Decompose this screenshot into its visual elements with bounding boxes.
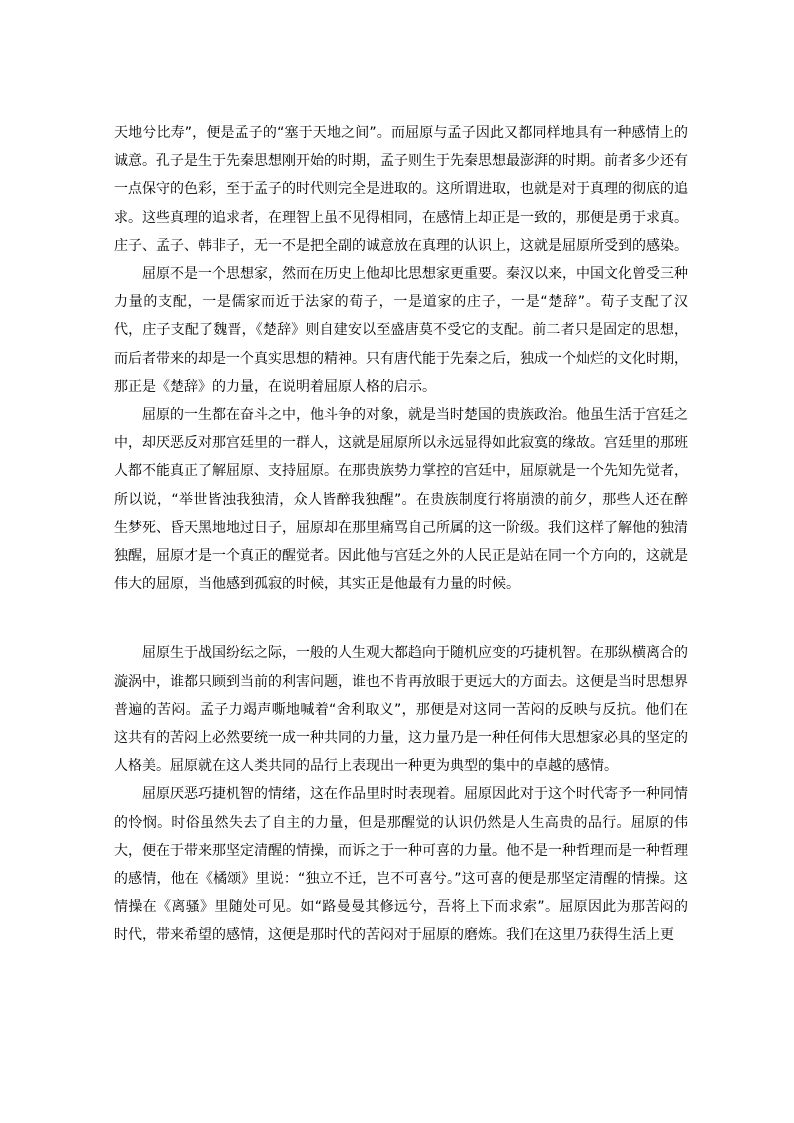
paragraph-3: 屈原的一生都在奋斗之中，他斗争的对象，就是当时楚国的贵族政治。他虽生活于宫廷之中，却厌恶反对那宫廷里的一群人，这就是屈原所以永远显得如此寂寞的缘故。宫廷里的那班人都不能真正了解屈原、支持屈原。在那贵族势力掌控的宫廷中，屈原就是一个先知先觉者，所以说，“举世皆浊我独清，众人皆醉我独醒”。在贵族制度行将崩溃的前夕，那些人还在醉生梦死、昏天黑地地过日子，屈原却在那里痛骂自己所属的这一阶级。我们这样了解他的独清独醒，屈原才是一个真正的醒觉者。因此他与宫廷之外的人民正是站在同一个方向的，这就是伟大的屈原，当他感到孤寂的时候，其实正是他最有力量的时候。	[114, 407, 688, 593]
paragraph-gap	[114, 598, 688, 639]
paragraph-5: 屈原厌恶巧捷机智的情绪，这在作品里时时表现着。屈原因此对于这个时代寄予一种同情的怜悯。时俗虽然失去了自主的力量，但是那醒觉的认识仍然是人生高贵的品行。屈原的伟大，便在于带来那坚定清醒的情操，而诉之于一种可喜的力量。他不是一种哲理而是一种哲理的感情，他在《橘颂》里说：“独立不迁，岂不可喜兮。”这可喜的便是那坚定清醒的情操。这情操在《离骚》里随处可见。如“路曼曼其修远兮，吾将上下而求索”。屈原因此为那苦闷的时代，带来希望的感情，这便是那时代的苦闷对于屈原的磨炼。我们在这里乃获得生活上更	[114, 786, 688, 944]
paragraph-2: 屈原不是一个思想家，然而在历史上他却比思想家更重要。秦汉以来，中国文化曾受三种力量的支配，一是儒家而近于法家的荀子，一是道家的庄子，一是“楚辞”。荀子支配了汉代，庄子支配了魏晋，《楚辞》则自建安以至盛唐莫不受它的支配。前二者只是固定的思想，而后者带来的却是一个真实思想的精神。只有唐代能于先秦之后，独成一个灿烂的文化时期，那正是《楚辞》的力量，在说明着屈原人格的启示。	[114, 266, 688, 395]
paragraph-1: 天地兮比寿”，便是孟子的“塞于天地之间”。而屈原与孟子因此又都同样地具有一种感情上的诚意。孔子是生于先秦思想刚开始的时期，孟子则生于先秦思想最澎湃的时期。前者多少还有一点保守的色彩，至于孟子的时代则完全是进取的。这所谓进取，也就是对于真理的彻底的追求。这些真理的追求者，在理智上虽不见得相同，在感情上却正是一致的，那便是勇于求真。庄子、孟子、韩非子，无一不是把全副的诚意放在真理的认识上，这就是屈原所受到的感染。	[114, 125, 688, 254]
document-body	[114, 119, 688, 950]
paragraph-4: 屈原生于战国纷纭之际，一般的人生观大都趋向于随机应变的巧捷机智。在那纵横离合的漩涡中，谁都只顾到当前的利害问题，谁也不肯再放眼于更远大的方面去。这便是当时思想界普遍的苦闷。孟子力竭声嘶地喊着“舍利取义”，那便是对这同一苦闷的反映与反抗。他们在这共有的苦闷上必然要统一成一种共同的力量，这力量乃是一种任何伟大思想家必具的坚定的人格美。屈原就在这人类共同的品行上表现出一种更为典型的集中的卓越的感情。	[114, 645, 688, 775]
